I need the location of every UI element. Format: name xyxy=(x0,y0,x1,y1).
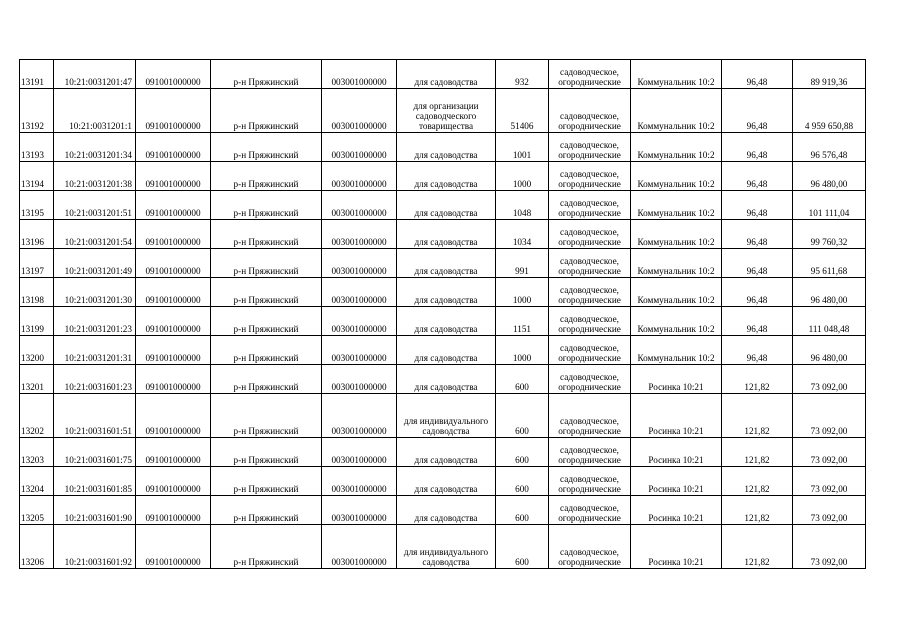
table-row xyxy=(20,467,866,496)
cadastral-value-cell: 111 048,48 xyxy=(793,307,866,336)
row-number-cell: 13195 xyxy=(20,191,54,220)
row-number-cell: 13197 xyxy=(20,249,54,278)
oktmo-code-cell: 003001000000 xyxy=(322,278,397,307)
table-row xyxy=(20,365,866,394)
specific-value-cell: 96,48 xyxy=(722,60,793,89)
locality-cell: Коммунальник 10:2 xyxy=(631,133,722,162)
oktmo-code-cell: 003001000000 xyxy=(322,365,397,394)
table-row xyxy=(20,525,866,569)
specific-value-cell: 121,82 xyxy=(722,467,793,496)
permitted-use-cell: для индивидуального садоводства xyxy=(397,394,496,438)
district-cell: р-н Пряжинский xyxy=(211,191,322,220)
category-cell: садоводческое, огороднические xyxy=(549,525,631,569)
okato-code-cell: 091001000000 xyxy=(136,60,211,89)
row-number-cell: 13201 xyxy=(20,365,54,394)
table-row xyxy=(20,220,866,249)
row-number-cell: 13202 xyxy=(20,394,54,438)
area-cell: 51406 xyxy=(496,89,549,133)
area-cell: 1048 xyxy=(496,191,549,220)
specific-value-cell: 121,82 xyxy=(722,394,793,438)
okato-code-cell: 091001000000 xyxy=(136,162,211,191)
locality-cell: Росинка 10:21 xyxy=(631,365,722,394)
oktmo-code-cell: 003001000000 xyxy=(322,133,397,162)
table-row xyxy=(20,249,866,278)
cadastral-value-cell: 96 480,00 xyxy=(793,162,866,191)
specific-value-cell: 96,48 xyxy=(722,191,793,220)
permitted-use-cell: для индивидуального садоводства xyxy=(397,525,496,569)
oktmo-code-cell: 003001000000 xyxy=(322,525,397,569)
cadastral-number-cell: 10:21:0031201:30 xyxy=(54,278,136,307)
district-cell: р-н Пряжинский xyxy=(211,307,322,336)
oktmo-code-cell: 003001000000 xyxy=(322,438,397,467)
permitted-use-cell: для садоводства xyxy=(397,467,496,496)
district-cell: р-н Пряжинский xyxy=(211,365,322,394)
permitted-use-cell: для садоводства xyxy=(397,496,496,525)
cadastral-value-cell: 73 092,00 xyxy=(793,496,866,525)
row-number-cell: 13198 xyxy=(20,278,54,307)
row-number-cell: 13203 xyxy=(20,438,54,467)
row-number-cell: 13200 xyxy=(20,336,54,365)
category-cell: садоводческое, огороднические xyxy=(549,89,631,133)
specific-value-cell: 96,48 xyxy=(722,249,793,278)
category-cell: садоводческое, огороднические xyxy=(549,162,631,191)
locality-cell: Коммунальник 10:2 xyxy=(631,307,722,336)
cadastral-number-cell: 10:21:0031201:51 xyxy=(54,191,136,220)
category-cell: садоводческое, огороднические xyxy=(549,60,631,89)
cadastral-value-cell: 73 092,00 xyxy=(793,438,866,467)
category-cell: садоводческое, огороднические xyxy=(549,336,631,365)
specific-value-cell: 96,48 xyxy=(722,307,793,336)
specific-value-cell: 121,82 xyxy=(722,525,793,569)
category-cell: садоводческое, огороднические xyxy=(549,438,631,467)
oktmo-code-cell: 003001000000 xyxy=(322,336,397,365)
area-cell: 1000 xyxy=(496,336,549,365)
row-number-cell: 13192 xyxy=(20,89,54,133)
permitted-use-cell: для садоводства xyxy=(397,336,496,365)
okato-code-cell: 091001000000 xyxy=(136,394,211,438)
district-cell: р-н Пряжинский xyxy=(211,89,322,133)
table-row xyxy=(20,394,866,438)
area-cell: 1000 xyxy=(496,162,549,191)
row-number-cell: 13194 xyxy=(20,162,54,191)
cadastral-value-cell: 4 959 650,88 xyxy=(793,89,866,133)
cadastral-number-cell: 10:21:0031201:47 xyxy=(54,60,136,89)
category-cell: садоводческое, огороднические xyxy=(549,191,631,220)
cadastral-value-cell: 95 611,68 xyxy=(793,249,866,278)
locality-cell: Коммунальник 10:2 xyxy=(631,191,722,220)
table-row xyxy=(20,162,866,191)
oktmo-code-cell: 003001000000 xyxy=(322,307,397,336)
locality-cell: Коммунальник 10:2 xyxy=(631,60,722,89)
okato-code-cell: 091001000000 xyxy=(136,365,211,394)
category-cell: садоводческое, огороднические xyxy=(549,496,631,525)
area-cell: 600 xyxy=(496,496,549,525)
row-number-cell: 13206 xyxy=(20,525,54,569)
locality-cell: Росинка 10:21 xyxy=(631,394,722,438)
district-cell: р-н Пряжинский xyxy=(211,496,322,525)
land-parcel-table xyxy=(19,59,866,569)
category-cell: садоводческое, огороднические xyxy=(549,394,631,438)
permitted-use-cell: для организации садоводческого товарищества xyxy=(397,89,496,133)
cadastral-number-cell: 10:21:0031201:1 xyxy=(54,89,136,133)
permitted-use-cell: для садоводства xyxy=(397,438,496,467)
table-row xyxy=(20,307,866,336)
oktmo-code-cell: 003001000000 xyxy=(322,162,397,191)
oktmo-code-cell: 003001000000 xyxy=(322,496,397,525)
cadastral-number-cell: 10:21:0031601:92 xyxy=(54,525,136,569)
cadastral-number-cell: 10:21:0031601:23 xyxy=(54,365,136,394)
cadastral-number-cell: 10:21:0031201:31 xyxy=(54,336,136,365)
category-cell: садоводческое, огороднические xyxy=(549,278,631,307)
okato-code-cell: 091001000000 xyxy=(136,336,211,365)
area-cell: 1000 xyxy=(496,278,549,307)
category-cell: садоводческое, огороднические xyxy=(549,133,631,162)
district-cell: р-н Пряжинский xyxy=(211,220,322,249)
row-number-cell: 13196 xyxy=(20,220,54,249)
specific-value-cell: 121,82 xyxy=(722,496,793,525)
oktmo-code-cell: 003001000000 xyxy=(322,89,397,133)
district-cell: р-н Пряжинский xyxy=(211,60,322,89)
oktmo-code-cell: 003001000000 xyxy=(322,220,397,249)
cadastral-number-cell: 10:21:0031601:85 xyxy=(54,467,136,496)
district-cell: р-н Пряжинский xyxy=(211,525,322,569)
okato-code-cell: 091001000000 xyxy=(136,307,211,336)
locality-cell: Коммунальник 10:2 xyxy=(631,220,722,249)
okato-code-cell: 091001000000 xyxy=(136,496,211,525)
okato-code-cell: 091001000000 xyxy=(136,467,211,496)
district-cell: р-н Пряжинский xyxy=(211,162,322,191)
cadastral-value-cell: 96 480,00 xyxy=(793,278,866,307)
table-row xyxy=(20,89,866,133)
locality-cell: Коммунальник 10:2 xyxy=(631,89,722,133)
okato-code-cell: 091001000000 xyxy=(136,438,211,467)
permitted-use-cell: для садоводства xyxy=(397,191,496,220)
cadastral-number-cell: 10:21:0031201:34 xyxy=(54,133,136,162)
oktmo-code-cell: 003001000000 xyxy=(322,60,397,89)
oktmo-code-cell: 003001000000 xyxy=(322,249,397,278)
area-cell: 600 xyxy=(496,467,549,496)
district-cell: р-н Пряжинский xyxy=(211,278,322,307)
permitted-use-cell: для садоводства xyxy=(397,365,496,394)
specific-value-cell: 121,82 xyxy=(722,438,793,467)
table-row xyxy=(20,60,866,89)
specific-value-cell: 96,48 xyxy=(722,220,793,249)
row-number-cell: 13205 xyxy=(20,496,54,525)
locality-cell: Росинка 10:21 xyxy=(631,467,722,496)
okato-code-cell: 091001000000 xyxy=(136,220,211,249)
district-cell: р-н Пряжинский xyxy=(211,394,322,438)
cadastral-value-cell: 73 092,00 xyxy=(793,467,866,496)
area-cell: 600 xyxy=(496,525,549,569)
permitted-use-cell: для садоводства xyxy=(397,133,496,162)
permitted-use-cell: для садоводства xyxy=(397,162,496,191)
row-number-cell: 13199 xyxy=(20,307,54,336)
table-row xyxy=(20,496,866,525)
row-number-cell: 13191 xyxy=(20,60,54,89)
locality-cell: Коммунальник 10:2 xyxy=(631,336,722,365)
cadastral-value-cell: 96 576,48 xyxy=(793,133,866,162)
cadastral-number-cell: 10:21:0031601:75 xyxy=(54,438,136,467)
table-row xyxy=(20,133,866,162)
category-cell: садоводческое, огороднические xyxy=(549,220,631,249)
area-cell: 932 xyxy=(496,60,549,89)
locality-cell: Коммунальник 10:2 xyxy=(631,278,722,307)
cadastral-value-cell: 73 092,00 xyxy=(793,394,866,438)
oktmo-code-cell: 003001000000 xyxy=(322,191,397,220)
okato-code-cell: 091001000000 xyxy=(136,525,211,569)
district-cell: р-н Пряжинский xyxy=(211,133,322,162)
area-cell: 1001 xyxy=(496,133,549,162)
category-cell: садоводческое, огороднические xyxy=(549,467,631,496)
category-cell: садоводческое, огороднические xyxy=(549,249,631,278)
oktmo-code-cell: 003001000000 xyxy=(322,394,397,438)
cadastral-number-cell: 10:21:0031201:54 xyxy=(54,220,136,249)
area-cell: 600 xyxy=(496,438,549,467)
cadastral-number-cell: 10:21:0031201:49 xyxy=(54,249,136,278)
cadastral-value-cell: 96 480,00 xyxy=(793,336,866,365)
permitted-use-cell: для садоводства xyxy=(397,278,496,307)
specific-value-cell: 96,48 xyxy=(722,278,793,307)
locality-cell: Росинка 10:21 xyxy=(631,496,722,525)
cadastral-number-cell: 10:21:0031601:51 xyxy=(54,394,136,438)
specific-value-cell: 96,48 xyxy=(722,89,793,133)
table-row xyxy=(20,278,866,307)
specific-value-cell: 96,48 xyxy=(722,162,793,191)
okato-code-cell: 091001000000 xyxy=(136,89,211,133)
specific-value-cell: 96,48 xyxy=(722,133,793,162)
permitted-use-cell: для садоводства xyxy=(397,220,496,249)
district-cell: р-н Пряжинский xyxy=(211,249,322,278)
locality-cell: Росинка 10:21 xyxy=(631,525,722,569)
okato-code-cell: 091001000000 xyxy=(136,133,211,162)
area-cell: 1034 xyxy=(496,220,549,249)
specific-value-cell: 96,48 xyxy=(722,336,793,365)
table-row xyxy=(20,336,866,365)
category-cell: садоводческое, огороднические xyxy=(549,365,631,394)
area-cell: 991 xyxy=(496,249,549,278)
oktmo-code-cell: 003001000000 xyxy=(322,467,397,496)
okato-code-cell: 091001000000 xyxy=(136,249,211,278)
area-cell: 600 xyxy=(496,394,549,438)
cadastral-number-cell: 10:21:0031201:38 xyxy=(54,162,136,191)
locality-cell: Коммунальник 10:2 xyxy=(631,249,722,278)
table-row xyxy=(20,438,866,467)
cadastral-number-cell: 10:21:0031601:90 xyxy=(54,496,136,525)
cadastral-value-cell: 101 111,04 xyxy=(793,191,866,220)
permitted-use-cell: для садоводства xyxy=(397,307,496,336)
locality-cell: Коммунальник 10:2 xyxy=(631,162,722,191)
area-cell: 1151 xyxy=(496,307,549,336)
okato-code-cell: 091001000000 xyxy=(136,191,211,220)
district-cell: р-н Пряжинский xyxy=(211,438,322,467)
permitted-use-cell: для садоводства xyxy=(397,60,496,89)
table-row xyxy=(20,191,866,220)
row-number-cell: 13193 xyxy=(20,133,54,162)
row-number-cell: 13204 xyxy=(20,467,54,496)
cadastral-value-cell: 73 092,00 xyxy=(793,525,866,569)
category-cell: садоводческое, огороднические xyxy=(549,307,631,336)
cadastral-number-cell: 10:21:0031201:23 xyxy=(54,307,136,336)
cadastral-value-cell: 99 760,32 xyxy=(793,220,866,249)
okato-code-cell: 091001000000 xyxy=(136,278,211,307)
district-cell: р-н Пряжинский xyxy=(211,467,322,496)
area-cell: 600 xyxy=(496,365,549,394)
cadastral-value-cell: 89 919,36 xyxy=(793,60,866,89)
cadastral-value-cell: 73 092,00 xyxy=(793,365,866,394)
permitted-use-cell: для садоводства xyxy=(397,249,496,278)
locality-cell: Росинка 10:21 xyxy=(631,438,722,467)
specific-value-cell: 121,82 xyxy=(722,365,793,394)
district-cell: р-н Пряжинский xyxy=(211,336,322,365)
